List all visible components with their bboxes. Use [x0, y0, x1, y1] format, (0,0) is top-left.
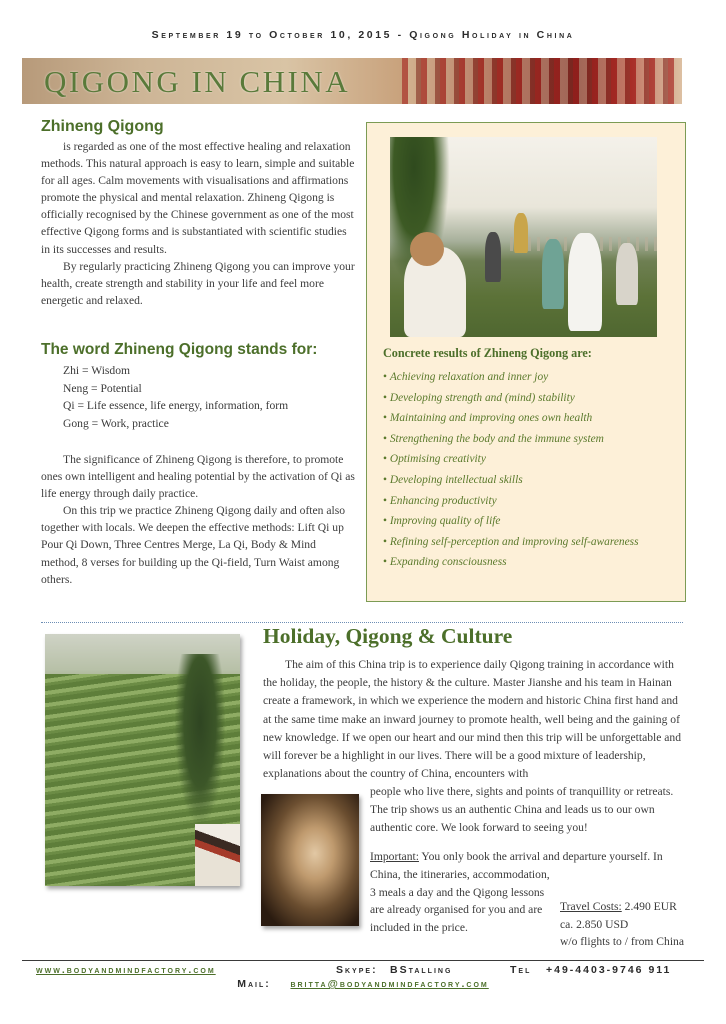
buddha-statue-photo [261, 794, 359, 926]
travel-costs-usd: ca. 2.850 USD [560, 917, 629, 931]
travel-costs-eur: 2.490 EUR [621, 900, 677, 913]
banner-image [22, 58, 682, 104]
important-first-line: You only book the arrival and departure yourself. In [418, 850, 663, 863]
result-item: • Enhancing productivity [383, 491, 639, 512]
result-item: • Improving quality of life [383, 511, 639, 532]
word-meaning-heading: The word Zhineng Qigong stands for: [41, 341, 318, 358]
zhineng-section [41, 118, 356, 309]
result-item: • Maintaining and improving ones own health [383, 408, 639, 429]
tea-terrace-photo [45, 634, 240, 886]
result-item: • Strengthening the body and the immune system [383, 429, 639, 450]
tel-number: +49-4403-9746 911 [546, 964, 672, 976]
result-item: • Optimising creativity [383, 449, 639, 470]
footer-mail [0, 978, 726, 990]
holiday-heading: Holiday, Qigong & Culture [263, 624, 513, 648]
holiday-paragraph-1: The aim of this China trip is to experience daily Qigong training in accordance with the holiday, the people, the history & the culture. Master Jianshe and his team in Hainan create a framework, in which we experience the modern and historic China first hand and at the same time make an inward journey to promote health, well being and the gaining of new knowledge. If we open our heart and our mind then this trip will be unforgettable and will forever be a highlight in our lives. There will be a good mixture of leadership, explanations about the country of China, encounters with [263, 658, 682, 781]
zhineng-paragraph-2: By regularly practicing Zhineng Qigong you can improve your health, create strength and stability in your life and feel more energetic and relaxed. [41, 259, 355, 307]
result-item: • Expanding consciousness [383, 552, 639, 573]
results-list [383, 367, 639, 573]
mail-label: Mail: [237, 978, 271, 990]
qigong-group-photo [390, 137, 657, 337]
travel-costs-note: w/o flights to / from China [560, 935, 684, 949]
important-note-rest: China, the itineraries, accommodation, 3 meals a day and the Qigong lessons are already organised for you and are included in the price. [370, 868, 550, 934]
word-item: Neng = Potential [63, 381, 142, 395]
result-item: • Developing intellectual skills [383, 470, 639, 491]
tel-label: Tel [510, 964, 532, 976]
travel-costs [560, 898, 700, 951]
zhineng-heading: Zhineng Qigong [41, 118, 164, 135]
word-item: Zhi = Wisdom [63, 364, 131, 377]
website-link[interactable]: www.bodyandmindfactory.com [36, 964, 216, 976]
results-title: Concrete results of Zhineng Qigong are: [383, 346, 592, 360]
word-item: Gong = Work, practice [63, 416, 169, 430]
word-item: Qi = Life essence, life energy, information, form [63, 399, 289, 413]
result-item: • Developing strength and (mind) stability [383, 388, 639, 409]
zhineng-paragraph-1: is regarded as one of the most effective healing and relaxation methods. This natural approach is easy to learn, simple and suitable for all ages. Calm movements with visualisations and affirmations promote the physical and mental relaxation. Zhineng Qigong is officially recognised by the Chinese government as one of the most effective Qigong forms and is substantiated with scientific studies in its successes and results. [41, 140, 355, 256]
important-note [370, 848, 692, 866]
word-meaning-list [63, 362, 288, 432]
travel-costs-label: Travel Costs: [560, 900, 622, 913]
mail-link[interactable]: britta@bodyandmindfactory.com [290, 978, 489, 990]
footer-divider [22, 960, 704, 961]
significance-paragraph-1: The significance of Zhineng Qigong is therefore, to promote ones own intelligent and healing potential by the activation of Qi as life energy through daily practice. [41, 453, 355, 501]
page-header: September 19 to October 10, 2015 - Qigong Holiday in China [151, 29, 575, 41]
significance-section [41, 451, 356, 588]
result-item: • Refining self-perception and improving self-awareness [383, 532, 639, 553]
result-item: • Achieving relaxation and inner joy [383, 367, 639, 388]
significance-paragraph-2: On this trip we practice Zhineng Qigong daily and often also together with locals. We deepen the effective methods: Lift Qi up Pour Qi Down, Three Centres Merge, La Qi, Body & Mind method, 8 verses for building up the Qi-field, Turn Waist among others. [41, 504, 346, 586]
holiday-paragraph-2: people who live there, sights and points of tranquillity or retreats. The trip shows us an authentic China and leads us to our own authentic core. We look forward to seeing you! [370, 785, 674, 835]
skype-label: Skype: [336, 964, 378, 976]
skype-id: BStalling [390, 964, 453, 976]
section-divider [41, 622, 683, 623]
banner-title: QIGONG IN CHINA [44, 64, 351, 99]
important-label: Important: [370, 850, 419, 863]
